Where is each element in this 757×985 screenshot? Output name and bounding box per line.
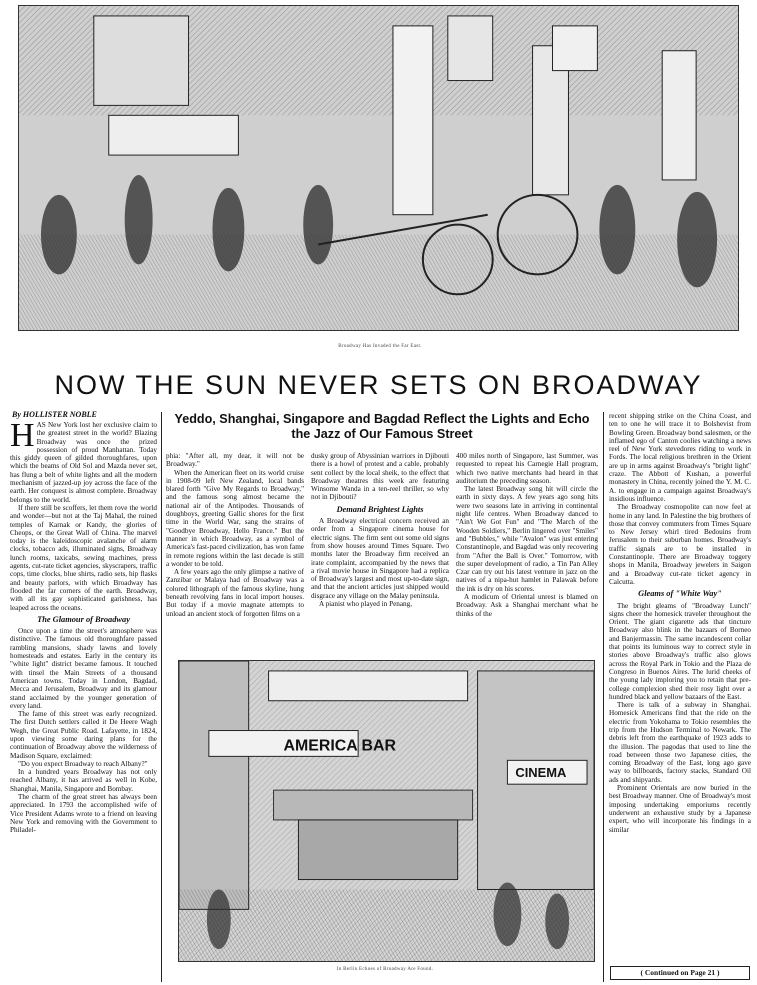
paragraph: A Broadway electrical concern received an order from a Singapore cinema house for electric signs. The firm sent out some old signs from show houses around Times Square. Two months later the Broadway firm received an irate complaint, accompanied by the news that a rival movie house in Singapore had a replica of Broadway's largest and most up-to-date sign, and that the ancient articles just shipped would disgrace any village on the Malay peninsula. — [311, 517, 449, 600]
paragraph: recent shipping strike on the China Coast, and ten to one he will trace it to Bolshevist from Bowling Green. Broadway bond salesmen, or the inflamed ego of Canton coolies watching a news reel of New York stevedores riding to work in Fords. The local religious brethren in the Orient are up in arms against Broadway's "bright light" craze. The Abbott of Kushan, a powerful monastery in China, recently joined the Y. M. C. A. to engage in a campaign against Broadway's insidious influence. — [609, 412, 751, 503]
paragraph: Once upon a time the street's atmosphere was distinctive. The famous old thoroughfare passed rambling mansions, shady lawns and lovely homesteads and estates. Early in the century its "white light" district became famous. It touched with tinsel the Main Streets of a thousand American towns. Today in London, Bagdad, Mecca and Jerusalem, Broadway and its glamour stand acclaimed by the younger generation of every land. — [10, 627, 157, 710]
article-column-1 — [10, 421, 157, 983]
paragraph: A few years ago the only glimpse a native of Zanzibar or Malaya had of Broadway was a colored lithograph of the famous skyline, hung beneath revolving fans in local import houses. But today if a movie magnate attempts to unload an ancient stock of forgotten films on a — [166, 568, 304, 618]
paragraph: The fame of this street was early recognized. The first Dutch settlers called it De Heere Wagh Wegh, the Great Public Road. Lafayette, in 1824, upon viewing some daring plans for the continuation of Broadway above the wilderness of Madison Square, exclaimed: — [10, 710, 157, 760]
top-illustration — [18, 5, 739, 331]
bottom-illustration-caption: In Berlin Echoes of Broadway Are Found. — [336, 967, 434, 972]
column-rule — [161, 412, 162, 982]
street-scene-engraving — [19, 6, 738, 330]
article-deck: Yeddo, Shanghai, Singapore and Bagdad Reflect the Lights and Echo the Jazz of Our Famous Street — [174, 412, 590, 441]
america-bar-sign: AMERICA BAR — [283, 737, 397, 755]
byline: By HOLLISTER NOBLE — [12, 410, 97, 419]
subheading: Demand Brightest Lights — [336, 504, 424, 514]
column-rule — [603, 412, 604, 982]
berlin-street-engraving — [179, 661, 594, 961]
subheading: The Glamour of Broadway — [37, 614, 130, 624]
paragraph: If there still be scoffers, let them rove the world and wonder—but not at the Taj Mahal, the ruined temples of Karnak or Kandy, the glories of Cheops, or the Great Wall of China. The marvel today is the kaleidoscopic avalanche of alarm clocks, tobacco ads, illuminated signs, Broadway lunch rooms, taxicabs, sewing machines, press agents, cut-rate ticket agencies, skyscrapers, traffic cops, time clocks, blue shirts, radio sets, hip flasks and beauty parlors, with which Broadway has flooded the far corners of the earth. Broadway, with all its gay sophisticated garishness, has leaped across the oceans. — [10, 503, 157, 612]
paragraph: The latest Broadway song hit will circle the earth in sixty days. A few years ago song hits were two seasons late in arriving in continental night life centres. When Broadway danced to "Ain't We Got Fun" and "The March of the Wooden Soldiers," Berlin lingered over "Smiles" and "Bubbles," while "Avalon" was just entering Constantinople, and Bagdad was only recovering from "After the Ball is Over." Tomorrow, with the super development of radio, a Tin Pan Alley Czar can try out his latest venture in jazz on the natives of a nipa-hut hamlet in Palawak before the ink is dry on his scores. — [456, 485, 598, 593]
bottom-illustration — [178, 660, 595, 962]
paragraph: A modicum of Oriental unrest is blamed on Broadway. Ask a Shanghai merchant what he thinks of the — [456, 593, 598, 618]
cinema-sign: CINEMA — [515, 765, 567, 781]
paragraph: A pianist who played in Penang, — [319, 600, 413, 609]
drop-cap: H — [10, 421, 35, 454]
article-column-2 — [166, 452, 304, 650]
continued-notice: ( Continued on Page 21 ) — [610, 966, 750, 980]
article-column-4 — [456, 452, 598, 650]
top-illustration-caption: Broadway Has Invaded the Far East. — [338, 344, 422, 349]
paragraph: When the American fleet on its world cruise in 1908-09 left New Zealand, local bands blared forth "Give My Regards to Broadway," and the famous song almost became the national air of the Antipodes. Thousands of doughboys, greeting Gallic shores for the first time in the World War, sang the strains of "Goodbye Broadway, Hello France." But the manner in which Broadway, as a symbol of America's fast-paced civilization, has won fame in remote regions within the last decade is still a wonder to be told. — [166, 468, 304, 568]
paragraph: The charm of the great street has always been appreciated. In 1793 the accomplished wife of Vice President Adams wrote to a friend on leaving New York and removing with the Government to Philadel- — [10, 793, 157, 835]
article-column-3 — [311, 452, 449, 650]
article-column-5 — [609, 412, 751, 960]
subheading: Gleams of "White Way" — [638, 589, 722, 599]
paragraph: "Do you expect Broadway to reach Albany?" — [18, 759, 148, 768]
paragraph: HAS New York lost her exclusive claim to the greatest street in the world? Blazing Broadway was once the prized possession of proud Manhattan. Today this giddy queen of gilded thoroughfares, upon which the beams of Old Sol and Mazda never set, has flung a belt of white lights and all the modern mechanism of jazzed-up joy across the face of the earth. Her conquest is almost complete. Broadway belongs to the world. — [10, 421, 157, 504]
paragraph: The bright gleams of "Broadway Lunch" signs cheer the homesick traveler throughout the Orient. The giant cigarette ads that tincture Broadway also blink in the bazaars of Borneo and Banjermassin. The same incandescent collar that points its luminous way to correct style in stories above Broadway's traffic also glows across the Royal Park in Tokio and the Plaza de Congreso in Buenos Aires. The lurid cheeks of the young lady imploring you to retain that pre-college complexion shed their rosy light over a hundred black and yellow bazaars of the East. — [609, 601, 751, 701]
paragraph: dusky group of Abyssinian warriors in Djibouti there is a howl of protest and a cable, probably sent collect by the local sheik, to the effect that Broadway theatres this week are featuring Winsome Wanda in a ten-reel thriller, so why not in Djibouti? — [311, 452, 449, 502]
paragraph: The Broadway cosmopolite can now feel at home in any land. In Palestine the big brothers of those that convey commuters from Times Square to New Jersey whirl tired Bedouins from Jerusalem to their suburban homes. Broadway's traffic signals are to be installed in Constantinople. There are Broadway toggery shops in Manila, Broadway jewelers in Saigon and a Broadway cut-rate ticket agency in Calcutta. — [609, 503, 751, 586]
paragraph: 400 miles north of Singapore, last Summer, was requested to repeat his Carnegie Hall program, which two native merchants had heard in that auditorium the preceding season. — [456, 452, 598, 485]
paragraph: There is talk of a subway in Shanghai. Homesick Americans find that the ride on the electric from Yokohama to Tokio resembles the trip from the Hudson Terminal to Newark. The debris left from the earthquake of 1923 adds to the illusion. The pagodas that used to line the road between those two Japanese cities, the coming Broadway of the East, long ago gave way to billboards, factory stacks, Standard Oil ads and shipyards. — [609, 701, 751, 784]
paragraph: Prominent Orientals are now buried in the best Broadway manner. One of Broadway's most imposing undertaking emporiums recently underwent an exhaustive study by a Japanese expert, who will incorporate his findings in a similar — [609, 784, 751, 834]
page-headline: NOW THE SUN NEVER SETS ON BROADWAY — [54, 370, 703, 400]
paragraph: phia: "After all, my dear, it will not be Broadway." — [166, 452, 304, 469]
paragraph: In a hundred years Broadway has not only reached Albany, it has arrived as well in Kobe, Shanghai, Manila, Singapore and Bombay. — [10, 768, 157, 793]
